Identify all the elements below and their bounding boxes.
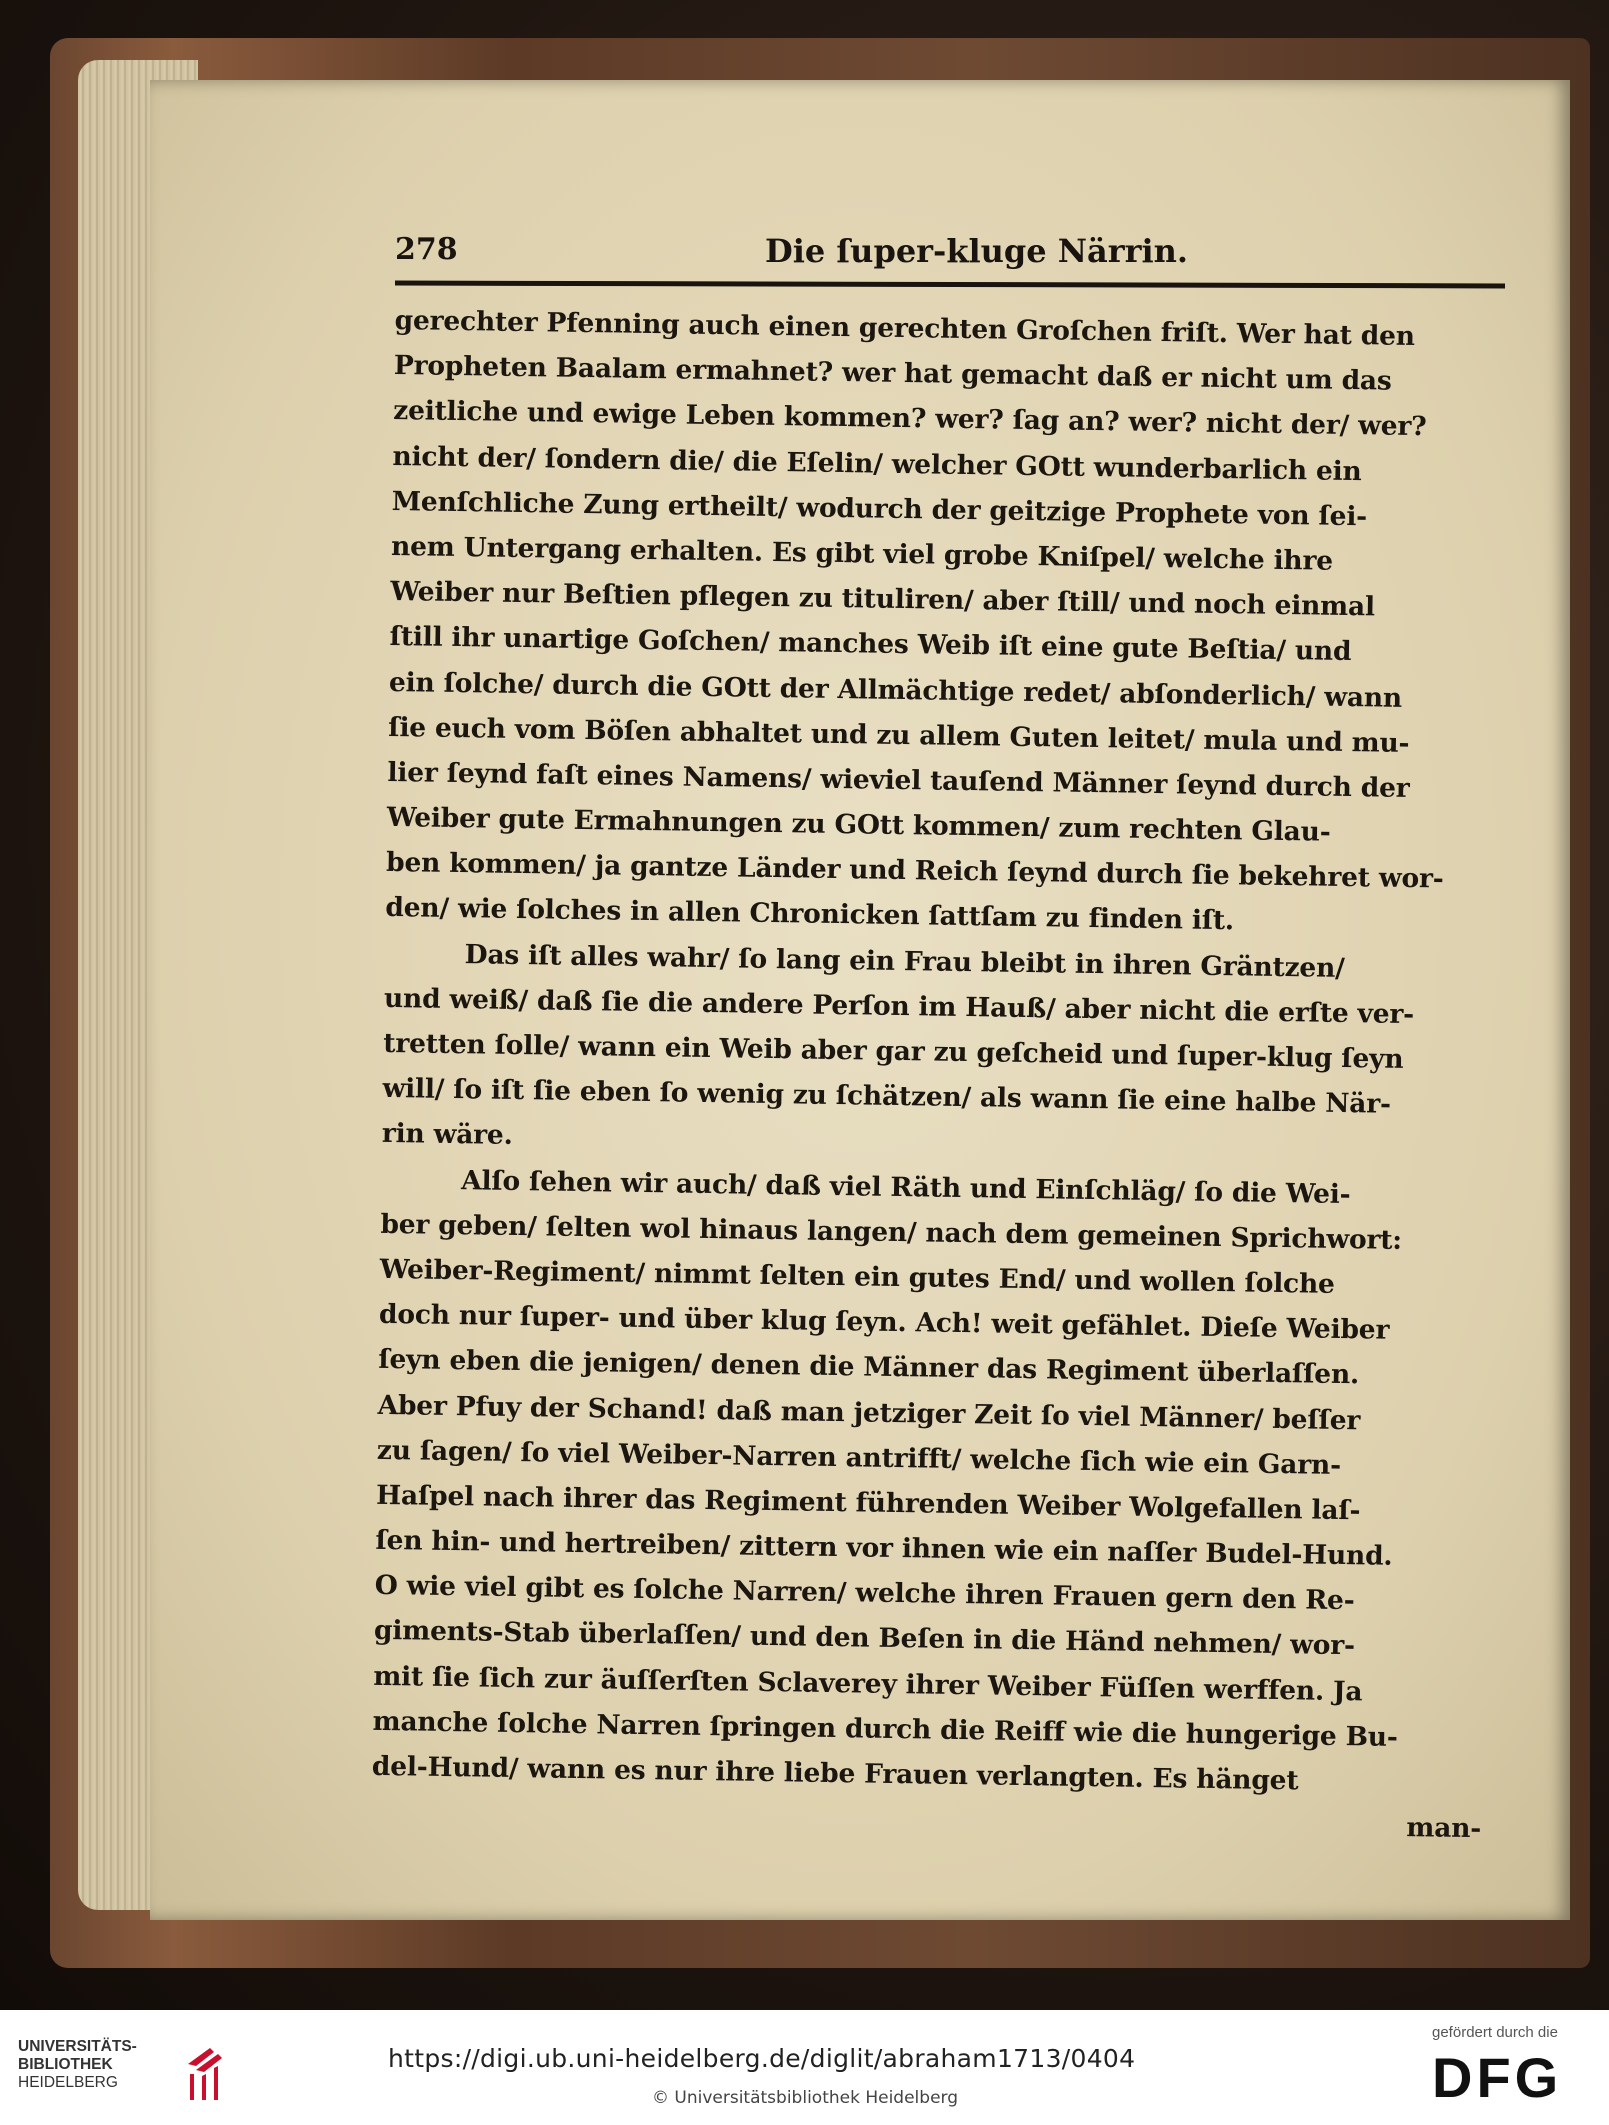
text-line: Weiber-Regiment/ nimmt ſelten ein gutes End/ und wollen ſolche (379, 1253, 1335, 1300)
viewer-footer (0, 2010, 1609, 2125)
library-name-line: BIBLIOTHEK (18, 2056, 113, 2073)
library-name-line: HEIDELBERG (18, 2074, 118, 2091)
page-number: 278 (395, 232, 458, 267)
funding-note: gefördert durch die (1432, 2024, 1558, 2041)
text-line: den/ wie ſolches in allen Chronicken ſattſam zu finden iſt. (385, 892, 1235, 937)
text-line: ſie euch vom Böſen abhaltet und zu allem Guten leitet/ mula und mu- (388, 711, 1410, 759)
text-line: del-Hund/ wann es nur ihre liebe Frauen verlangten. Es hänget (371, 1750, 1299, 1797)
text-line: Aber Pfuy der Schand! daß man jetziger Zeit ſo viel Männer/ beſſer (377, 1389, 1361, 1436)
body-text (371, 298, 1515, 1852)
library-logo[interactable] (18, 2038, 238, 2108)
text-line: Alſo ſehen wir auch/ daß viel Räth und Einſchläg/ ſo die Wei- (460, 1164, 1351, 1210)
text-line: nicht der/ ſondern die/ die Eſelin/ welcher GOtt wunderbarlich ein (392, 440, 1362, 487)
running-head (395, 232, 1513, 276)
library-seal-icon (180, 2044, 240, 2104)
library-name-line: UNIVERSITÄTS- (18, 2038, 137, 2055)
text-line: ſtill ihr unartige Goſchen/ manches Weib iſt eine gute Beſtia/ und (389, 621, 1352, 668)
text-line: will/ ſo iſt ſie eben ſo wenig zu ſchätzen/ als wann ſie eine halbe När- (382, 1073, 1392, 1120)
text-line: Weiber gute Ermahnungen zu GOtt kommen/ zum rechten Glau- (386, 802, 1331, 848)
text-line: zu ſagen/ ſo viel Weiber-Narren antrifft/ welche ſich wie ein Garn- (376, 1434, 1342, 1481)
text-line: ein ſolche/ durch die GOtt der Allmächtige redet/ abſonderlich/ wann (388, 666, 1403, 714)
page-title: Die ſuper-kluge Närrin. (765, 232, 1189, 270)
text-line: lier ſeynd faſt eines Namens/ wieviel tauſend Männer ſeynd durch der (387, 756, 1410, 804)
text-line: giments-Stab überlaſſen/ und den Beſen in die Händ nehmen/ wor- (373, 1615, 1356, 1662)
text-line: doch nur ſuper- und über klug ſeyn. Ach! weit gefählet. Dieſe Weiber (378, 1299, 1390, 1346)
text-line: ſeyn eben die jenigen/ denen die Männer das Regiment überlaſſen. (378, 1344, 1360, 1391)
text-line: nem Untergang erhalten. Es gibt viel grobe Kniſpel/ welche ihre (390, 530, 1334, 577)
text-line: rin wäre. (381, 1118, 513, 1152)
permalink-url[interactable]: https://digi.ub.uni-heidelberg.de/diglit/abraham1713/0404 (388, 2044, 1136, 2073)
text-line: Weiber nur Beſtien pflegen zu tituliren/ aber ſtill/ und noch einmal (390, 576, 1376, 623)
text-line: Menſchliche Zung ertheilt/ wodurch der geitzige Prophete von ſei- (391, 485, 1368, 533)
text-line: Das iſt alles wahr/ ſo lang ein Frau bleibt in ihren Gräntzen/ (464, 938, 1345, 984)
catchword: man- (1406, 1812, 1482, 1845)
text-line: O wie viel gibt es ſolche Narren/ welche ihren Frauen gern den Re- (374, 1570, 1355, 1617)
text-line: ber geben/ ſelten wol hinaus langen/ nach dem gemeinen Sprichwort: (380, 1208, 1403, 1256)
text-line: Haſpel nach ihrer das Regiment führenden Weiber Wolgefallen laſ- (375, 1479, 1361, 1527)
dfg-logo[interactable]: DFG (1432, 2046, 1563, 2109)
text-line: zeitliche und ewige Leben kommen? wer? ſag an? wer? nicht der/ wer? (392, 395, 1427, 443)
text-line: Propheten Baalam ermahnet? wer hat gemacht daß er nicht um das (393, 350, 1392, 397)
copyright-notice: © Universitätsbibliothek Heidelberg (652, 2088, 959, 2108)
text-line: manche ſolche Narren ſpringen durch die Reiff wie die hungerige Bu- (372, 1705, 1398, 1753)
text-line: gerechter Pfenning auch einen gerechten Groſchen friſt. Wer hat den (394, 304, 1416, 353)
text-line: tretten ſolle/ wann ein Weib aber gar zu geſcheid und ſuper-klug ſeyn (383, 1027, 1404, 1075)
text-line: und weiß/ daß ſie die andere Perſon im Hauß/ aber nicht die erſte ver- (383, 982, 1415, 1030)
text-line: ben kommen/ ja gantze Länder und Reich ſeynd durch ſie bekehret wor- (385, 847, 1444, 895)
text-line: mit ſie ſich zur äuſſerſten Sclaverey ihrer Weiber Füſſen werffen. Ja (373, 1660, 1363, 1707)
text-line: ſen hin- und hertreiben/ zittern vor ihnen wie ein naſſer Budel-Hund. (375, 1524, 1393, 1572)
library-name (18, 2038, 137, 2092)
